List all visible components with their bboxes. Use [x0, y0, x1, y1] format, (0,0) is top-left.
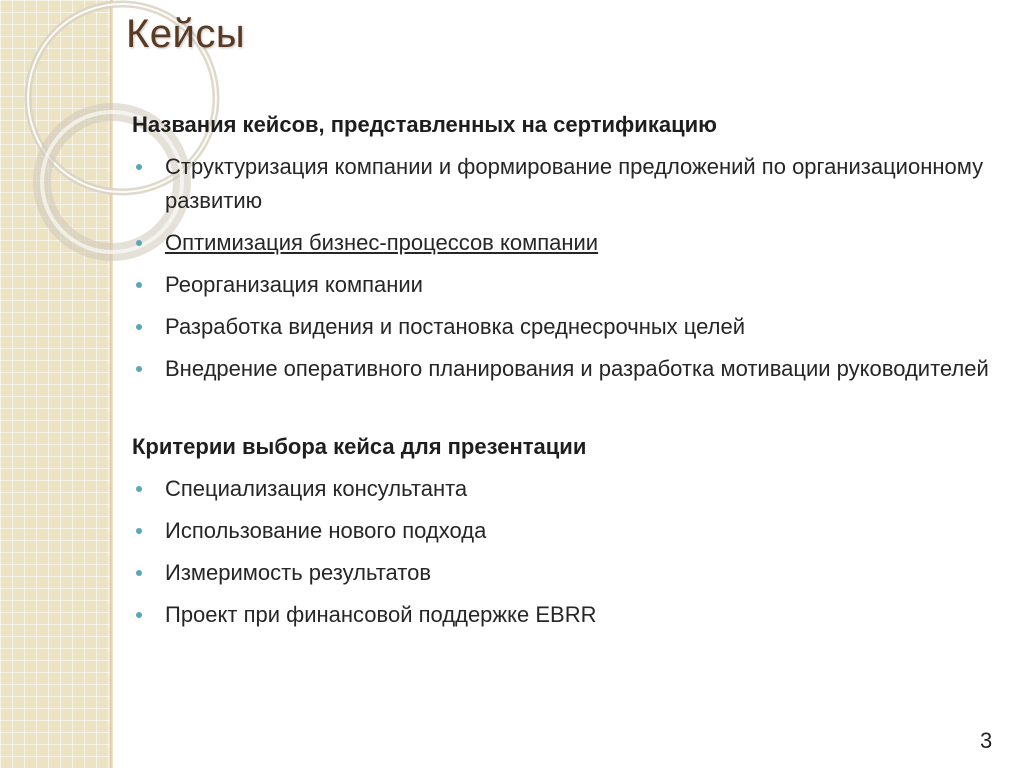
bullet-icon [136, 324, 142, 330]
list-item [132, 472, 992, 506]
slide-title: Кейсы [126, 12, 246, 56]
list-item-text: Специализация консультанта [165, 476, 468, 501]
bullet-icon [136, 528, 142, 534]
list-item-text: Разработка видения и постановка среднесрочных целей [165, 314, 745, 339]
list-item-text: Реорганизация компании [165, 272, 423, 297]
bullet-icon [136, 366, 142, 372]
list-item [132, 150, 992, 218]
list-item [132, 514, 992, 548]
list-item-text: Проект при финансовой поддержке EBRR [165, 602, 597, 627]
list-item-text: Использование нового подхода [165, 518, 487, 543]
section-heading-cases: Названия кейсов, представленных на сертификацию [132, 112, 717, 137]
bullet-icon [136, 486, 142, 492]
list-item-link[interactable] [132, 226, 992, 260]
criteria-list [132, 472, 992, 632]
decorative-sidebar [0, 0, 113, 768]
section-heading-criteria: Критерии выбора кейса для презентации [132, 434, 587, 459]
list-item [132, 352, 992, 386]
cases-list [132, 150, 992, 386]
list-item [132, 268, 992, 302]
list-item-link-text[interactable]: Оптимизация бизнес-процессов компании [165, 230, 599, 255]
sidebar-edge [110, 0, 113, 768]
list-item-text: Измеримость результатов [165, 560, 432, 585]
list-item [132, 598, 992, 632]
bullet-icon [136, 164, 142, 170]
list-item [132, 310, 992, 344]
section-spacer [132, 386, 992, 430]
slide-content [132, 108, 992, 632]
list-item-text: Внедрение оперативного планирования и разработка мотивации руководителей [165, 356, 989, 381]
page-number: 3 [980, 728, 993, 753]
bullet-icon [136, 612, 142, 618]
bullet-icon [136, 570, 142, 576]
list-item [132, 556, 992, 590]
bullet-icon [136, 240, 142, 246]
list-item-text: Структуризация компании и формирование предложений по организационному развитию [165, 154, 984, 213]
bullet-icon [136, 282, 142, 288]
